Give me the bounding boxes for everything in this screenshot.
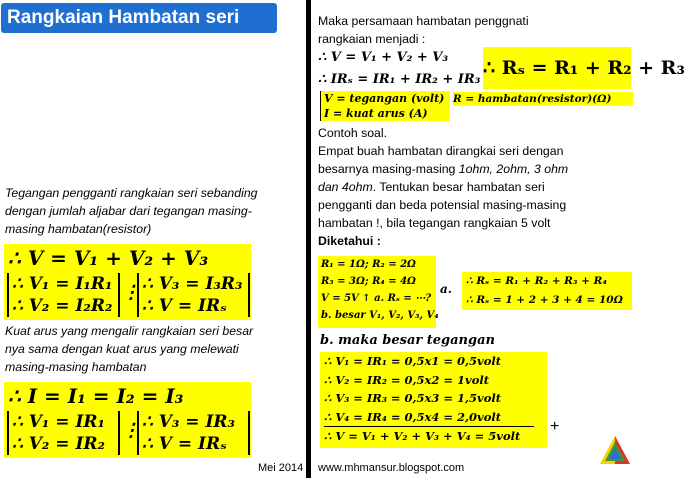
- eq-iv1: ∴ V₁ = IR₁: [12, 412, 105, 432]
- eq-v1: ∴ V₁ = I₁R₁: [12, 274, 113, 294]
- sol-b-v2: ∴ V₂ = IR₂ = 0,5x2 = 1volt: [324, 372, 490, 387]
- triangle-logo-icon: [599, 434, 631, 466]
- sol-a-result: ∴ Rₛ = 1 + 2 + 3 + 4 = 10Ω: [466, 294, 623, 306]
- known-voltage-question-a: V = 5V ↑ a. Rₛ = ⋯?: [321, 293, 432, 304]
- para2-line2: nya sama dengan kuat arus yang melewati: [5, 342, 239, 356]
- big-series-resistance-equation: ∴ Rₛ = R₁ + R₂ + R₃: [483, 47, 631, 89]
- eq-iv-total: ∴ V = IRₛ: [142, 434, 227, 454]
- para1-line2: dengan jumlah aljabar dari tegangan masing-: [5, 204, 252, 218]
- slide-title: Rangkaian Hambatan seri (Rs): [1, 3, 277, 33]
- eq-iv3: ∴ V₃ = IR₃: [142, 412, 235, 432]
- para1-line3: masing hambatan(resistor): [5, 222, 152, 236]
- example-text: [318, 124, 630, 250]
- known-values-box: [318, 256, 439, 328]
- intro-line1: Maka persamaan hambatan penggnati: [318, 14, 529, 28]
- intro-text: [318, 12, 618, 48]
- para-voltage-description: [5, 184, 303, 238]
- legend-current: I = kuat arus (A): [324, 107, 428, 120]
- example-line2: besarnya masing-masing 1ohm, 2ohm, 3 ohm: [318, 162, 569, 176]
- marker-a: a.: [440, 282, 452, 296]
- vertical-ellipsis: ⋮: [122, 282, 140, 303]
- para1-line1: Tegangan pengganti rangkaian seri sebanding: [5, 186, 258, 200]
- solution-b-box: [320, 352, 547, 448]
- eq-iv2: ∴ V₂ = IR₂: [12, 434, 105, 454]
- sum-plus-sign: +: [550, 418, 560, 435]
- sol-b-v4: ∴ V₄ = IR₄ = 0,5x4 = 2,0volt: [324, 408, 534, 428]
- eq-current-equal: ∴ I = I₁ = I₂ = I₃: [8, 384, 184, 408]
- sol-b-title: b. maka besar tegangan: [320, 333, 495, 348]
- eq-voltage-right-block: [137, 273, 250, 317]
- voltage-equation-box: [4, 244, 251, 320]
- para2-line3: masing-masing hambatan: [5, 360, 147, 374]
- eq-voltage-sum: ∴ V = V₁ + V₂ + V₃: [8, 246, 209, 270]
- footer-url: www.mhmansur.blogspot.com: [318, 462, 465, 474]
- example-title: Contoh soal.: [318, 126, 388, 140]
- vertical-ellipsis-2: ⋮: [122, 420, 140, 441]
- eq-v-total: ∴ V = IRₛ: [142, 296, 227, 316]
- eq-voltage-left-block: [7, 273, 120, 317]
- legend-voltage: V = tegangan (volt): [324, 92, 445, 105]
- known-question-b: b. besar V₁, V₂, V₃, V₄: [321, 310, 439, 321]
- example-line5: hambatan !, bila tegangan rangkaian 5 volt: [318, 216, 551, 230]
- known-r3-r4: R₃ = 3Ω; R₄ = 4Ω: [321, 276, 416, 287]
- known-r1-r2: R₁ = 1Ω; R₂ = 2Ω: [321, 259, 416, 270]
- eq-series-current: ∴ IRₛ = IR₁ + IR₂ + IR₃: [318, 72, 481, 87]
- eq-series-voltage: ∴ V = V₁ + V₂ + V₃: [318, 50, 449, 65]
- example-line3: dan 4ohm. Tentukan besar hambatan seri: [318, 180, 545, 194]
- eq-current-right-block: [137, 411, 250, 455]
- sol-b-total: ∴ V = V₁ + V₂ + V₃ + V₄ = 5volt: [324, 429, 521, 443]
- eq-current-left-block: [7, 411, 120, 455]
- example-line1: Empat buah hambatan dirangkai seri dengan: [318, 144, 564, 158]
- sol-b-v3: ∴ V₃ = IR₃ = 0,5x3 = 1,5volt: [324, 391, 502, 405]
- current-equation-box: [4, 382, 251, 458]
- intro-line2: rangkaian menjadi :: [318, 32, 426, 46]
- known-label: Diketahui :: [318, 234, 381, 248]
- para-current-description: [5, 322, 303, 376]
- legend-box: [320, 91, 450, 121]
- solution-a-box: [462, 272, 632, 310]
- legend-resistance: R = hambatan(resistor)(Ω): [453, 92, 633, 106]
- eq-v3: ∴ V₃ = I₃R₃: [142, 274, 243, 294]
- sol-b-v1: ∴ V₁ = IR₁ = 0,5x1 = 0,5volt: [324, 354, 502, 368]
- column-divider: [306, 0, 311, 478]
- footer-date: Mei 2014: [258, 462, 304, 474]
- para2-line1: Kuat arus yang mengalir rangkaian seri besar: [5, 324, 254, 338]
- example-line4: pengganti dan beda potensial masing-masing: [318, 198, 567, 212]
- sol-a-formula: ∴ Rₛ = R₁ + R₂ + R₃ + R₄: [466, 275, 607, 287]
- eq-v2: ∴ V₂ = I₂R₂: [12, 296, 113, 316]
